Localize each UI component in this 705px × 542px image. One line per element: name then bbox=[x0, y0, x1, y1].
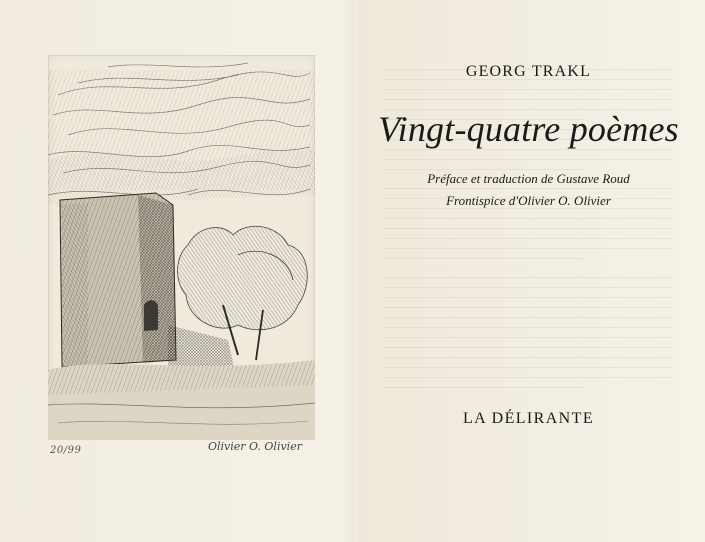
edition-number: 20/99 bbox=[50, 445, 82, 456]
author-name: GEORG TRAKL bbox=[465, 63, 592, 80]
frontispice-credit: Frontispice d'Olivier O. Olivier bbox=[446, 193, 611, 208]
publisher-name: LA DÉLIRANTE bbox=[462, 410, 594, 427]
book-gutter bbox=[352, 0, 354, 542]
artist-signature: Olivier O. Olivier bbox=[208, 440, 302, 453]
ground bbox=[48, 360, 315, 440]
tower bbox=[60, 193, 176, 367]
frontispiece-etching bbox=[48, 55, 315, 440]
preface-credit: Préface et traduction de Gustave Roud bbox=[427, 171, 630, 186]
etching-drawing bbox=[48, 55, 315, 440]
book-title: Vingt-quatre poèmes bbox=[378, 109, 679, 149]
